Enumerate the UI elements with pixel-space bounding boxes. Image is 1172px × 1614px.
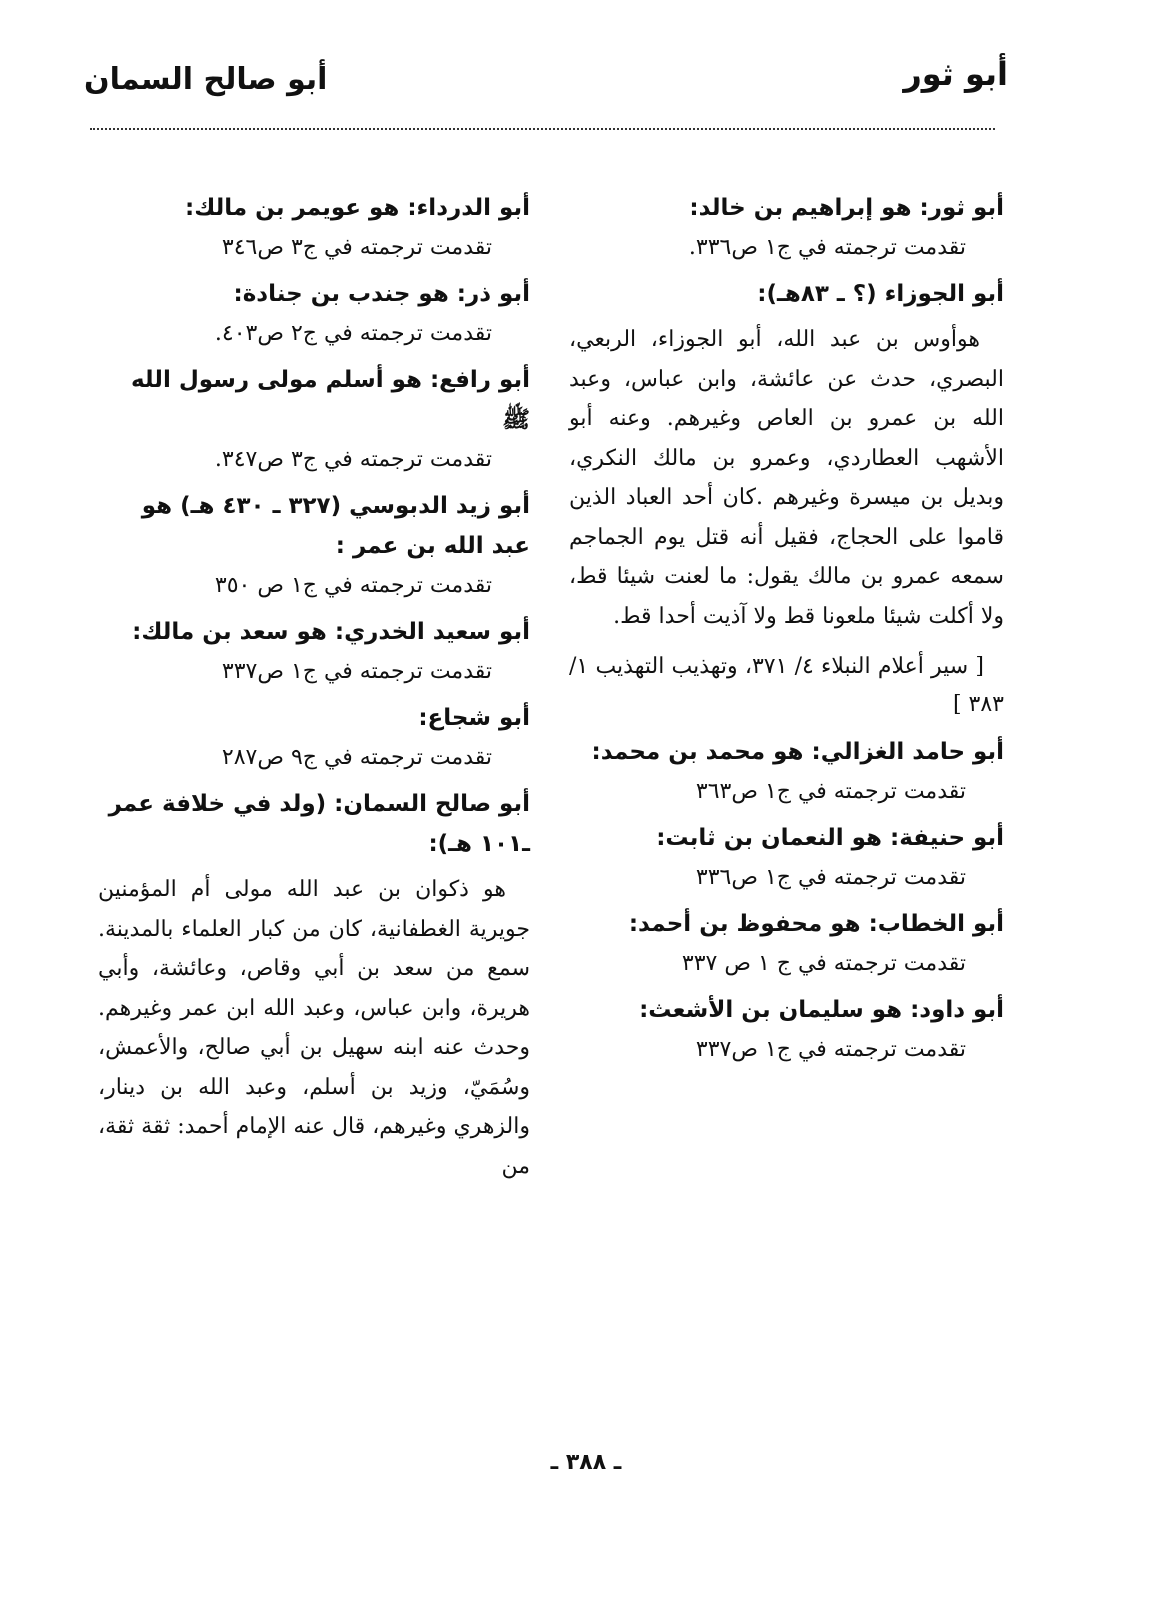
entry-title: أبو زيد الدبوسي (٣٢٧ ـ ٤٣٠ هـ) هو عبد الله بن عمر : bbox=[141, 493, 530, 559]
entry bbox=[98, 360, 530, 480]
entry bbox=[569, 274, 1004, 724]
entry bbox=[98, 188, 530, 268]
entry bbox=[98, 612, 530, 692]
entry-reference: تقدمت ترجمته في ج٣ ص٣٤٧. bbox=[214, 447, 492, 472]
entry-title: أبو ثور: هو إبراهيم بن خالد: bbox=[689, 195, 1004, 221]
entry-title: أبو ذر: هو جندب بن جنادة: bbox=[233, 281, 530, 307]
entry bbox=[98, 784, 530, 1186]
entry-reference: تقدمت ترجمته في ج٩ ص٢٨٧ bbox=[221, 745, 492, 770]
left-column bbox=[98, 188, 530, 1192]
entry-reference: تقدمت ترجمته في ج١ ص٣٦٣ bbox=[695, 779, 966, 804]
entry-title: أبو رافع: هو أسلم مولى رسول الله ﷺ bbox=[130, 367, 530, 433]
entry-reference: تقدمت ترجمته في ج ١ ص ٣٣٧ bbox=[681, 951, 966, 976]
entry bbox=[569, 732, 1004, 812]
entry bbox=[569, 818, 1004, 898]
entry-title: أبو حنيفة: هو النعمان بن ثابت: bbox=[656, 825, 1004, 851]
entry-title: أبو سعيد الخدري: هو سعد بن مالك: bbox=[132, 619, 530, 645]
entry-body: هوأوس بن عبد الله، أبو الجوزاء، الربعي، البصري، حدث عن عائشة، وابن عباس، وعبد الله بن عمرو بن العاص وغيرهم. وعنه أبو الأشهب العطاردي، وعمرو بن مالك النكري، وبديل بن ميسرة وغيرهم .كان أحد العباد الذين قاموا على الحجاج، فقيل أنه قتل يوم الجماجم سمعه عمرو بن مالك يقول: ما لعنت شيئا قط، ولا أكلت شيئا ملعونا قط ولا آذيت أحدا قط. bbox=[569, 327, 1004, 629]
entry bbox=[569, 904, 1004, 984]
entry-reference: تقدمت ترجمته في ج٣ ص٣٤٦ bbox=[221, 235, 492, 260]
entry bbox=[98, 698, 530, 778]
right-column bbox=[569, 188, 1004, 1076]
entry-title: أبو الدرداء: هو عويمر بن مالك: bbox=[185, 195, 530, 221]
entry bbox=[98, 486, 530, 606]
entry-source-citation: [ سير أعلام النبلاء ٤/ ٣٧١، وتهذيب التهذيب ١/ ٣٨٣ ] bbox=[569, 654, 1004, 717]
entry bbox=[569, 188, 1004, 268]
entry-reference: تقدمت ترجمته في ج١ ص٣٣٧ bbox=[695, 1037, 966, 1062]
entry-title: أبو حامد الغزالي: هو محمد بن محمد: bbox=[591, 739, 1004, 765]
running-head-right: أبو ثور bbox=[903, 55, 1008, 93]
entry-title: أبو داود: هو سليمان بن الأشعث: bbox=[639, 997, 1004, 1023]
running-head-left: أبو صالح السمان bbox=[84, 62, 328, 97]
page-number: ـ ٣٨٨ ـ bbox=[550, 1450, 622, 1475]
entry-title: أبو الجوزاء (؟ ـ ٨٣هـ): bbox=[757, 281, 1004, 307]
entry-title: أبو صالح السمان: (ولد في خلافة عمر ـ١٠١ هـ): bbox=[108, 791, 530, 857]
entry-reference: تقدمت ترجمته في ج١ ص٣٣٦. bbox=[688, 235, 966, 260]
entry-reference: تقدمت ترجمته في ج٢ ص٤٠٣. bbox=[214, 321, 492, 346]
entry-reference: تقدمت ترجمته في ج١ ص٣٣٧ bbox=[221, 659, 492, 684]
entry-body: هو ذكوان بن عبد الله مولى أم المؤمنين جويرية الغطفانية، كان من كبار العلماء بالمدينة. سمع من سعد بن أبي وقاص، وعائشة، وأبي هريرة، وابن عباس، وعبد الله ابن عمر وغيرهم. وحدث عنه ابنه سهيل بن أبي صالح، والأعمش، وسُمَيّ، وزيد بن أسلم، وعبد الله بن دينار، والزهري وغيرهم، قال عنه الإمام أحمد: ثقة ثقة، من bbox=[98, 877, 531, 1179]
entry bbox=[98, 274, 530, 354]
entry-reference: تقدمت ترجمته في ج١ ص ٣٥٠ bbox=[214, 573, 492, 598]
entry-reference: تقدمت ترجمته في ج١ ص٣٣٦ bbox=[695, 865, 966, 890]
entry-title: أبو الخطاب: هو محفوظ بن أحمد: bbox=[628, 911, 1004, 937]
entry bbox=[569, 990, 1004, 1070]
header-dotted-rule bbox=[90, 128, 995, 130]
entry-title: أبو شجاع: bbox=[418, 705, 530, 731]
